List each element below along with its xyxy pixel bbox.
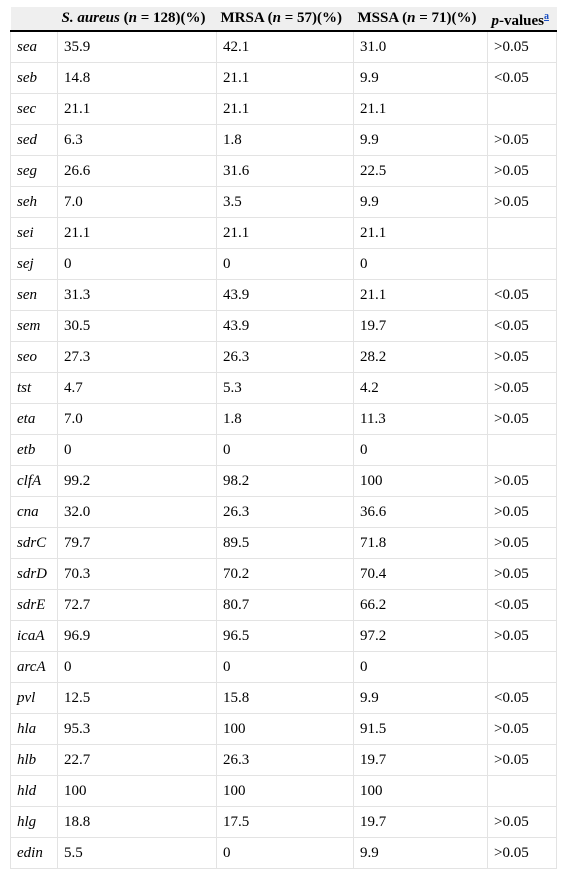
gene-cell: hlb [11,745,58,776]
mssa-cell: 0 [354,249,488,280]
p-value-cell: >0.05 [488,466,557,497]
gene-cell: etb [11,435,58,466]
mssa-cell: 19.7 [354,311,488,342]
table-body [11,31,557,869]
mrsa-cell: 1.8 [217,125,354,156]
mrsa-cell: 21.1 [217,218,354,249]
mrsa-cell: 3.5 [217,187,354,218]
p-value-cell [488,218,557,249]
p-value-cell: <0.05 [488,311,557,342]
s-aureus-cell: 31.3 [58,280,217,311]
p-value-cell: >0.05 [488,187,557,218]
p-value-cell: >0.05 [488,156,557,187]
gene-cell: sdrD [11,559,58,590]
s-aureus-cell: 79.7 [58,528,217,559]
mrsa-cell: 43.9 [217,280,354,311]
gene-cell: pvl [11,683,58,714]
p-value-cell: <0.05 [488,63,557,94]
mssa-cell: 9.9 [354,125,488,156]
mssa-cell: 70.4 [354,559,488,590]
s-aureus-cell: 96.9 [58,621,217,652]
p-value-cell: >0.05 [488,621,557,652]
s-aureus-cell: 7.0 [58,187,217,218]
gene-cell: seb [11,63,58,94]
gene-cell: icaA [11,621,58,652]
table-row [11,156,557,187]
p-value-cell [488,249,557,280]
table-row [11,621,557,652]
p-value-cell: >0.05 [488,373,557,404]
mssa-cell: 19.7 [354,745,488,776]
mrsa-cell: 17.5 [217,807,354,838]
table-row [11,342,557,373]
mrsa-cell: 100 [217,714,354,745]
p-value-cell: >0.05 [488,714,557,745]
mrsa-cell: 26.3 [217,342,354,373]
table-row [11,528,557,559]
table-header [11,7,557,31]
gene-cell: sei [11,218,58,249]
header-s-aureus [58,7,217,31]
s-aureus-cell: 0 [58,249,217,280]
p-value-cell: >0.05 [488,497,557,528]
mssa-cell: 22.5 [354,156,488,187]
gene-cell: sed [11,125,58,156]
mssa-cell: 28.2 [354,342,488,373]
gene-cell: sdrE [11,590,58,621]
p-value-cell: <0.05 [488,590,557,621]
table-row [11,807,557,838]
mrsa-cell: 70.2 [217,559,354,590]
s-aureus-cell: 30.5 [58,311,217,342]
p-value-cell [488,776,557,807]
header-mrsa [217,7,354,31]
mrsa-cell: 1.8 [217,404,354,435]
mrsa-cell: 5.3 [217,373,354,404]
s-aureus-cell: 26.6 [58,156,217,187]
table-row [11,683,557,714]
s-aureus-cell: 100 [58,776,217,807]
mssa-cell: 0 [354,652,488,683]
s-aureus-cell: 12.5 [58,683,217,714]
gene-cell: edin [11,838,58,869]
mrsa-cell: 100 [217,776,354,807]
mssa-cell: 91.5 [354,714,488,745]
p-value-cell: <0.05 [488,280,557,311]
mssa-cell: 21.1 [354,280,488,311]
gene-cell: hla [11,714,58,745]
header-mssa-count: = 71)(%) [415,10,477,26]
p-value-cell: >0.05 [488,528,557,559]
mrsa-cell: 96.5 [217,621,354,652]
table-row [11,776,557,807]
header-s-aureus-open: ( [119,10,129,26]
p-value-cell: <0.05 [488,683,557,714]
table-row [11,590,557,621]
header-mssa-label: MSSA ( [357,10,408,26]
s-aureus-cell: 35.9 [58,31,217,63]
mssa-cell: 9.9 [354,683,488,714]
gene-cell: seg [11,156,58,187]
header-mssa [354,7,488,31]
mssa-cell: 4.2 [354,373,488,404]
s-aureus-cell: 21.1 [58,218,217,249]
gene-cell: sec [11,94,58,125]
gene-cell: cna [11,497,58,528]
p-value-cell: >0.05 [488,125,557,156]
p-value-cell: >0.05 [488,342,557,373]
p-value-cell [488,435,557,466]
table-row [11,466,557,497]
virulence-gene-table-container [10,7,556,869]
p-value-cell [488,652,557,683]
mrsa-cell: 89.5 [217,528,354,559]
p-value-cell: >0.05 [488,745,557,776]
mssa-cell: 100 [354,466,488,497]
gene-cell: sem [11,311,58,342]
s-aureus-cell: 22.7 [58,745,217,776]
mssa-cell: 0 [354,435,488,466]
p-value-cell [488,94,557,125]
gene-cell: hld [11,776,58,807]
mrsa-cell: 0 [217,435,354,466]
header-s-aureus-count: = 128)(%) [136,10,206,26]
s-aureus-cell: 70.3 [58,559,217,590]
s-aureus-cell: 18.8 [58,807,217,838]
header-mssa-n: n [407,10,416,26]
p-value-cell: >0.05 [488,559,557,590]
gene-cell: arcA [11,652,58,683]
mrsa-cell: 21.1 [217,63,354,94]
s-aureus-cell: 14.8 [58,63,217,94]
table-row [11,63,557,94]
table-row [11,187,557,218]
mssa-cell: 36.6 [354,497,488,528]
s-aureus-cell: 4.7 [58,373,217,404]
table-row [11,94,557,125]
mrsa-cell: 42.1 [217,31,354,63]
gene-cell: eta [11,404,58,435]
gene-cell: sej [11,249,58,280]
gene-cell: sea [11,31,58,63]
mssa-cell: 19.7 [354,807,488,838]
p-value-cell: >0.05 [488,838,557,869]
gene-cell: seh [11,187,58,218]
mssa-cell: 97.2 [354,621,488,652]
s-aureus-cell: 72.7 [58,590,217,621]
mrsa-cell: 0 [217,249,354,280]
mrsa-cell: 98.2 [217,466,354,497]
table-row [11,280,557,311]
table-row [11,31,557,63]
table-row [11,745,557,776]
mrsa-cell: 0 [217,652,354,683]
mssa-cell: 9.9 [354,63,488,94]
p-value-cell: >0.05 [488,807,557,838]
mssa-cell: 9.9 [354,187,488,218]
table-row [11,373,557,404]
s-aureus-cell: 5.5 [58,838,217,869]
s-aureus-cell: 0 [58,652,217,683]
gene-cell: sen [11,280,58,311]
header-mrsa-count: = 57)(%) [280,10,342,26]
header-p-label: -values [499,12,544,29]
mrsa-cell: 31.6 [217,156,354,187]
mssa-cell: 100 [354,776,488,807]
mssa-cell: 31.0 [354,31,488,63]
table-row [11,559,557,590]
mrsa-cell: 26.3 [217,745,354,776]
mrsa-cell: 21.1 [217,94,354,125]
header-row [11,7,557,31]
s-aureus-cell: 7.0 [58,404,217,435]
table-row [11,838,557,869]
mssa-cell: 21.1 [354,218,488,249]
table-row [11,652,557,683]
mssa-cell: 9.9 [354,838,488,869]
table-row [11,311,557,342]
mrsa-cell: 0 [217,838,354,869]
mssa-cell: 66.2 [354,590,488,621]
s-aureus-cell: 21.1 [58,94,217,125]
table-row [11,714,557,745]
gene-cell: tst [11,373,58,404]
gene-cell: hlg [11,807,58,838]
table-row [11,497,557,528]
table-row [11,125,557,156]
table-row [11,249,557,280]
header-p-values [488,7,557,31]
s-aureus-cell: 95.3 [58,714,217,745]
s-aureus-cell: 32.0 [58,497,217,528]
table-row [11,435,557,466]
header-p-italic: p [491,12,499,29]
mrsa-cell: 43.9 [217,311,354,342]
gene-cell: clfA [11,466,58,497]
s-aureus-cell: 6.3 [58,125,217,156]
table-row [11,218,557,249]
mssa-cell: 71.8 [354,528,488,559]
mrsa-cell: 15.8 [217,683,354,714]
mssa-cell: 11.3 [354,404,488,435]
mrsa-cell: 80.7 [217,590,354,621]
s-aureus-cell: 99.2 [58,466,217,497]
header-mrsa-n: n [272,10,281,26]
header-gene [11,7,58,31]
header-mrsa-label: MRSA ( [220,10,273,26]
p-value-cell: >0.05 [488,404,557,435]
p-value-cell: >0.05 [488,31,557,63]
s-aureus-cell: 0 [58,435,217,466]
virulence-gene-table [10,7,557,869]
table-row [11,404,557,435]
gene-cell: sdrC [11,528,58,559]
mssa-cell: 21.1 [354,94,488,125]
header-s-aureus-species: S. aureus [61,10,120,26]
footnote-link-a[interactable]: a [544,10,549,22]
mrsa-cell: 26.3 [217,497,354,528]
s-aureus-cell: 27.3 [58,342,217,373]
gene-cell: seo [11,342,58,373]
header-s-aureus-n: n [128,10,137,26]
